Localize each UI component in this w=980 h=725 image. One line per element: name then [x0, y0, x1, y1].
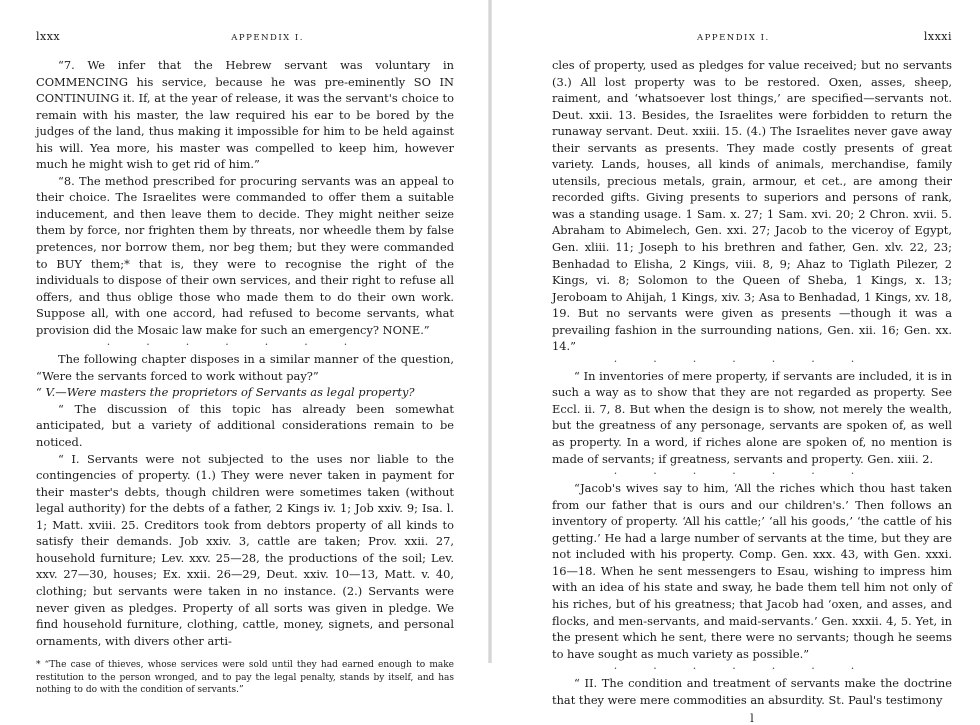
left-running-title: APPENDIX I.	[231, 33, 304, 43]
right-running-title: APPENDIX I.	[697, 33, 770, 43]
right-paragraph-inventories: “ In inventories of mere property, if servants are included, it is in such a way as to show that they are not regarded as property. See Eccl. ii. 7, 8. But when the design is to show, not merely the wealth, but the greatness of any personage, servants are spoken of, as well as property. In a word, if riches alone are spoken of, no mention is made of servants; if greatness, servants and property. Gen. xiii. 2.	[552, 368, 952, 466]
left-page	[0, 0, 490, 696]
right-paragraph-continued: cles of property, used as pledges for value received; but no servants (3.) All lost property was to be restored. Oxen, asses, sheep, raiment, and ‘whatsoever lost things,’ are specified—servants not. Deut. xxii. 13. Besides, the Israelites were forbidden to return the runaway servant. Deut. xxiii. 15. (4.) The Israelites never gave away their servants as presents. They made costly presents of great variety. Lands, houses, all kinds of animals, merchandise, family utensils, precious metals, grain, armour, et cet., are among their recorded gifts. Giving presents to superiors and persons of rank, was a standing usage. 1 Sam. x. 27; 1 Sam. xvi. 20; 2 Chron. xvii. 5. Abraham to Abimelech, Gen. xxi. 27; Jacob to the viceroy of Egypt, Gen. xliii. 11; Joseph to his brethren and father, Gen. xlv. 22, 23; Benhadad to Elisha, 2 Kings, viii. 8, 9; Ahaz to Tiglath Pilezer, 2 Kings, vi. 8; Solomon to the Queen of Sheba, 1 Kings, x. 13; Jeroboam to Ahijah, 1 Kings, xiv. 3; Asa to Benhadad, 1 Kings, xv. 18, 19. But no servants were given as presents —though it was a prevailing fashion in the surrounding nations, Gen. xii. 16; Gen. xx. 14.”	[552, 58, 952, 354]
ellipsis-dots: ·······	[613, 467, 891, 481]
left-paragraph-servants-i: “ I. Servants were not subjected to the uses nor liable to the contingencies of property. (1.) They were never taken in payment for their master's debts, though children were sometimes taken (without legal authority) for the debts of a father, 2 Kings iv. 1; Job xxiv. 9; Isa. l. 1; Matt. xviii. 25. Creditors took from debtors property of all kinds to satisfy their demands. Job xxiv. 3, cattle are taken; Prov. xxii. 27, household furniture; Lev. xxv. 25—28, the productions of the soil; Lev. xxv. 27—30, houses; Ex. xxii. 26—29, Deut. xxiv. 10—13, Matt. v. 40, clothing; but servants were taken in no instance. (2.) Servants were never given as pledges. Property of all sorts was given in pledge. We find household furniture, clothing, cattle, money, signets, and personal ornaments, with divers other arti-	[36, 451, 454, 648]
left-paragraph-discussion: “ The discussion of this topic has already been somewhat anticipated, but a variety of additional considerations remain to be noticed.	[36, 401, 454, 450]
ellipsis-dots: ·······	[106, 338, 384, 352]
left-paragraph-7: “7. We infer that the Hebrew servant was voluntary in COMMENCING his service, because he was pre-eminently SO IN CONTINUING it. If, at the year of release, it was the servant's choice to remain with his master, the law required his ear to be bored by the judges of the land, thus making it impossible for him to be held against his will. Yea more, his master was compelled to keep him, however much he might wish to get rid of him.”	[36, 58, 454, 172]
left-footnote: * “The case of thieves, whose services were sold until they had earned enough to make restitution to the person wronged, and to pay the legal penalty, stands by itself, and has nothing to do with the condition of servants.”	[36, 660, 454, 696]
ellipsis-dots: ·······	[613, 354, 891, 368]
right-page	[490, 0, 980, 725]
right-paragraph-ii: “ II. The condition and treatment of servants make the doctrine that they were mere commodities an absurdity. St. Paul's testimony	[552, 676, 952, 707]
ellipsis-dots: ·······	[613, 662, 891, 676]
signature-mark: l	[750, 712, 754, 725]
left-section-heading-v: “ V.—Were masters the proprietors of Servants as legal property?	[36, 385, 415, 400]
right-body-text	[552, 57, 952, 708]
right-folio: lxxxi	[923, 30, 952, 43]
right-running-head	[552, 30, 952, 43]
left-body-text	[36, 57, 454, 649]
right-paragraph-jacob: “Jacob's wives say to him, ‘All the riches which thou hast taken from our father that is ours and our children's.’ Then follows an inventory of property. ‘All his cattle;’ ‘all his goods,’ ‘the cattle of his getting.’ He had a large number of servants at the time, but they are not included with his property. Comp. Gen. xxx. 43, with Gen. xxxi. 16—18. When he sent messengers to Esau, wishing to impress him with an idea of his state and sway, he bade them tell him not only of his riches, but of his greatness; that Jacob had ‘oxen, and asses, and flocks, and men-servants, and maid-servants.’ Gen. xxxii. 4, 5. Yet, in the present which he sent, there were no servants; though he seems to have sought as much variety as possible.”	[552, 481, 952, 661]
left-paragraph-8: “8. The method prescribed for procuring servants was an appeal to their choice. The Israelites were commanded to offer them a suitable inducement, and then leave them to decide. They might neither seize them by force, nor frighten them by threats, nor wheedle them by false pretences, nor borrow them, nor beg them; but they were commanded to BUY them;* that is, they were to recognise the right of the individuals to dispose of their own services, and their right to refuse all offers, and thus oblige those who made them to do their own work. Suppose all, with one accord, had refused to become servants, what provision did the Mosaic law make for such an emergency? NONE.”	[36, 173, 454, 337]
left-running-head	[36, 30, 454, 43]
left-folio: lxxx	[36, 30, 61, 43]
left-paragraph-chapter-note: The following chapter disposes in a similar manner of the question, “Were the servants forced to work without pay?”	[36, 352, 454, 383]
